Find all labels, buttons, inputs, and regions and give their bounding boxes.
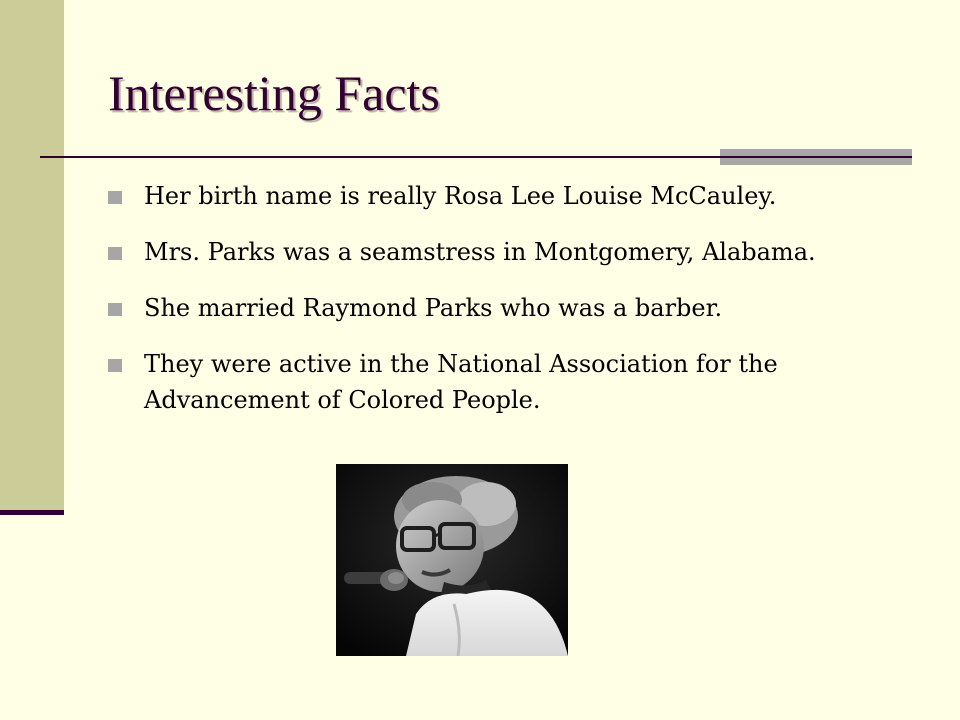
square-bullet-icon [108, 303, 122, 316]
bullet-item [108, 234, 898, 270]
square-bullet-icon [108, 247, 122, 260]
bullet-text: They were active in the National Association for the Advancement of Colored People. [144, 350, 778, 414]
title-divider-accent-line [720, 156, 912, 158]
portrait-photo [336, 464, 568, 656]
bullet-list [108, 178, 898, 438]
bullet-item [108, 290, 898, 326]
bullet-text: Mrs. Parks was a seamstress in Montgomery, Alabama. [144, 238, 816, 266]
decorative-side-bar [0, 0, 64, 510]
side-bar-underline [0, 510, 64, 515]
bullet-item [108, 346, 898, 418]
bullet-item [108, 178, 898, 214]
square-bullet-icon [108, 191, 122, 204]
bullet-text: Her birth name is really Rosa Lee Louise McCauley. [144, 182, 777, 210]
bullet-text: She married Raymond Parks who was a barber. [144, 294, 723, 322]
square-bullet-icon [108, 359, 122, 372]
slide-title: Interesting Facts [108, 65, 440, 121]
portrait-photo-icon [336, 464, 568, 656]
